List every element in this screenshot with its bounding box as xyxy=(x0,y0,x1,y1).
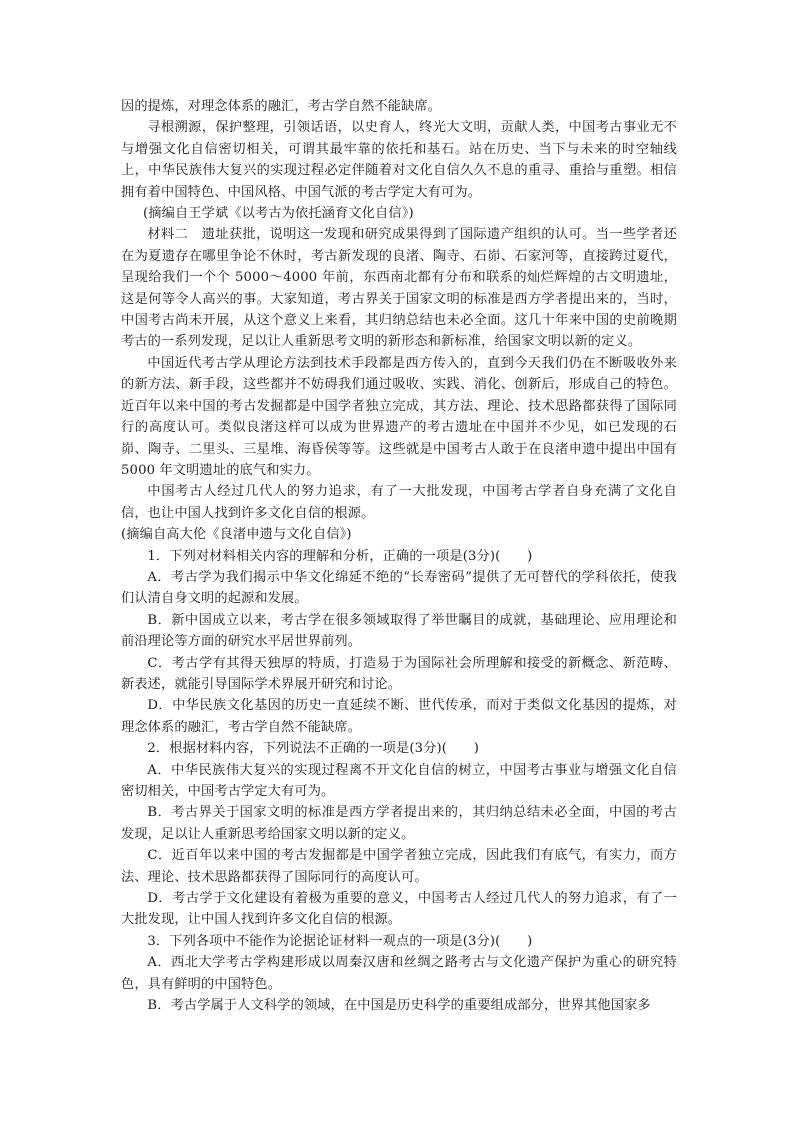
question-two-option-b: B．考古界关于国家文明的标准是西方学者提出来的，其归纳总结未必全面，中国的考古发现，足以让人重新思考给国家文明以新的定义。 xyxy=(121,805,677,842)
question-two-option-d: D．考古学于文化建设有着极为重要的意义，中国考古人经过几代人的努力追求，有了一大批发现，让中国人找到许多文化自信的根源。 xyxy=(121,891,677,928)
question-two-stem: 2．根据材料内容，下列说法不正确的一项是(3分)( ) xyxy=(147,741,480,757)
paragraph-material-two-conclusion: 中国考古人经过几代人的努力追求，有了一大批发现，中国考古学者自身充满了文化自信，也让中国人找到许多文化自信的根源。 xyxy=(121,484,677,521)
document-page xyxy=(121,96,677,1016)
paragraph-continuation: 因的提炼，对理念体系的融汇，考古学自然不能缺席。 xyxy=(121,99,442,114)
question-two-option-a: A．中华民族伟大复兴的实现过程离不开文化自信的树立，中国考古事业与增强文化自信密切相关，中国考古学定大有可为。 xyxy=(121,762,677,799)
paragraph-material-one-conclusion: 寻根溯源，保护整理，引领话语，以史育人，终光大文明，贡献人类，中国考古事业无不与增强文化自信密切相关，可谓其最牢靠的依托和基石。站在历史、当下与未来的时空轴线上，中华民族伟大复兴的实现过程必定伴随着对文化自信久久不息的重寻、重拾与重塑。相信拥有着中国特色、中国风格、中国气派的考古学定大有可为。 xyxy=(121,120,677,200)
question-one-option-a: A．考古学为我们揭示中华文化绵延不绝的“长寿密码”提供了无可替代的学科依托，使我们认清自身文明的起源和发展。 xyxy=(121,569,677,607)
question-one-option-c: C．考古学有其得天独厚的特质，打造易于为国际社会所理解和接受的新概念、新范畴、新表述，就能引导国际学术界展开研究和讨论。 xyxy=(121,655,677,692)
question-three-option-a: A．西北大学考古学构建形成以周秦汉唐和丝绸之路考古与文化遗产保护为重心的研究特色，具有鲜明的中国特色。 xyxy=(121,955,677,992)
source-citation-one: (摘编自王学斌《以考古为依托涵育文化自信》) xyxy=(143,206,414,222)
question-one-option-b: B．新中国成立以来，考古学在很多领域取得了举世瞩目的成就，基础理论、应用理论和前沿理论等方面的研究水平居世界前列。 xyxy=(121,612,677,650)
source-citation-two: (摘编自高大伦《良渚申遗与文化自信》) xyxy=(121,527,352,543)
question-three-option-b: B．考古学属于人文科学的领域，在中国是历史科学的重要组成部分，世界其他国家多 xyxy=(147,998,651,1014)
paragraph-material-two-methods: 中国近代考古学从理论方法到技术手段都是西方传入的，直到今天我们仍在不断吸收外来的新方法、新手段，这些都并不妨碍我们通过吸收、实践、消化、创新后，形成自己的特色。近百年以来中国的考古发掘都是中国学者独立完成，其方法、理论、技术思路都获得了国际同行的高度认可。类似良渚这样可以成为世界遗产的考古遗址在中国并不少见，如已发现的石峁、陶寺、二里头、三星堆、海昏侯等等。这些就是中国考古人敢于在良渚申遗中提出中国有 5000 年文明遗址的底气和实力。 xyxy=(121,355,677,478)
question-three-stem: 3．下列各项中不能作为论据论证材料一观点的一项是(3分)( ) xyxy=(147,933,533,949)
paragraph-material-two-intro: 材料二 遗址获批，说明这一发现和研究成果得到了国际遗产组织的认可。当一些学者还在为夏遗存在哪里争论不休时，考古新发现的良渚、陶寺、石峁、石家河等，直接跨过夏代，呈现给我们一个个 5000～4000 年前，东西南北都有分布和联系的灿烂辉煌的古文明遗址，这是何等令人高兴的事。大家知道，考古界关于国家文明的标准是西方学者提出来的，当时，中国考古尚未开展，从这个意义上来看，其归纳总结也未必全面。这几十年来中国的史前晚期考古的一系列发现，足以让人重新思考文明的新形态和新标准，给国家文明以新的定义。 xyxy=(121,227,677,350)
question-one-stem: 1．下列对材料相关内容的理解和分析，正确的一项是(3分)( ) xyxy=(147,548,533,564)
question-one-option-d: D．中华民族文化基因的历史一直延续不断、世代传承，而对于类似文化基因的提炼，对理念体系的融汇，考古学自然不能缺席。 xyxy=(121,698,677,735)
question-two-option-c: C．近百年以来中国的考古发掘都是中国学者独立完成，因此我们有底气，有实力，而方法、理论、技术思路都获得了国际同行的高度认可。 xyxy=(121,848,677,885)
